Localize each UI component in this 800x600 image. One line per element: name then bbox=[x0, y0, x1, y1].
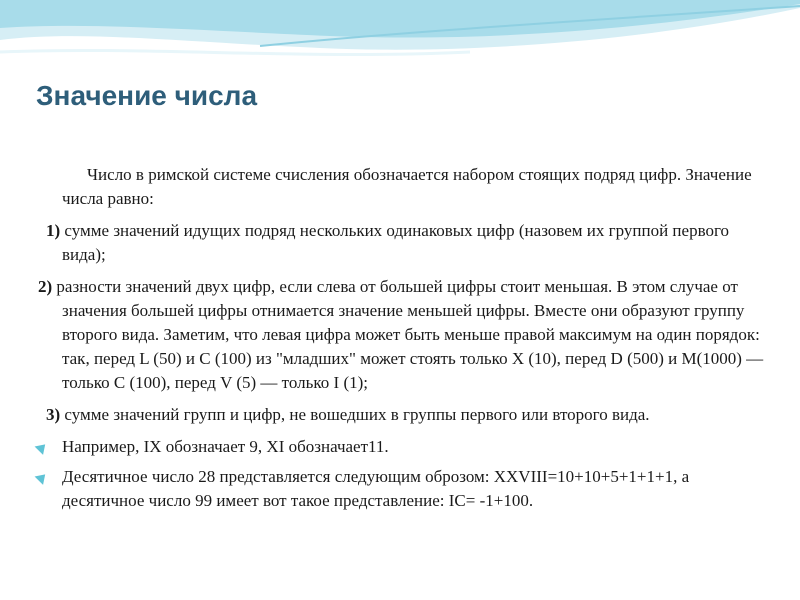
slide-body bbox=[36, 163, 768, 519]
list-item-text: сумме значений идущих подряд нескольких одинаковых цифр (назовем их группой первого вида); bbox=[60, 221, 730, 264]
list-item-3 bbox=[36, 403, 768, 427]
header-wave-decoration bbox=[0, 0, 800, 80]
list-item-text: сумме значений групп и цифр, не вошедших в группы первого или второго вида. bbox=[60, 405, 650, 424]
list-number: 1) bbox=[46, 221, 61, 240]
list-item-1 bbox=[36, 219, 768, 267]
teal-diamond-bullet-icon bbox=[35, 470, 50, 485]
list-item-2 bbox=[36, 275, 768, 395]
list-number: 3) bbox=[46, 405, 61, 424]
list-number: 2) bbox=[38, 277, 53, 296]
bullet-decimal bbox=[36, 465, 768, 513]
bullet-text: Например, IX обозначает 9, XI обозначает11. bbox=[62, 437, 389, 456]
bullet-example bbox=[36, 435, 768, 459]
intro-paragraph: Число в римской системе счисления обозначается набором стоящих подряд цифр. Значение числа равно: bbox=[62, 165, 752, 208]
bullet-text: Десятичное число 28 представляется следующим оброзом: XXVIII=10+10+5+1+1+1, а десятичное число 99 имеет вот такое представление: IC= -1+100. bbox=[62, 467, 690, 510]
slide-title: Значение числа bbox=[36, 80, 258, 111]
teal-diamond-bullet-icon bbox=[35, 440, 50, 455]
list-item-text: разности значений двух цифр, если слева от большей цифры стоит меньшая. В этом случае от значения большей цифры отнимается значение меньшей цифры. Вместе они образуют группу второго вида. Заметим, что левая цифра может быть меньше правой максимум на один порядок: так, перед L (50) и С (100) из "младших" может стоять только X (10), перед D (500) и M(1000) — только C (100), перед V (5) — только I (1); bbox=[52, 277, 764, 392]
